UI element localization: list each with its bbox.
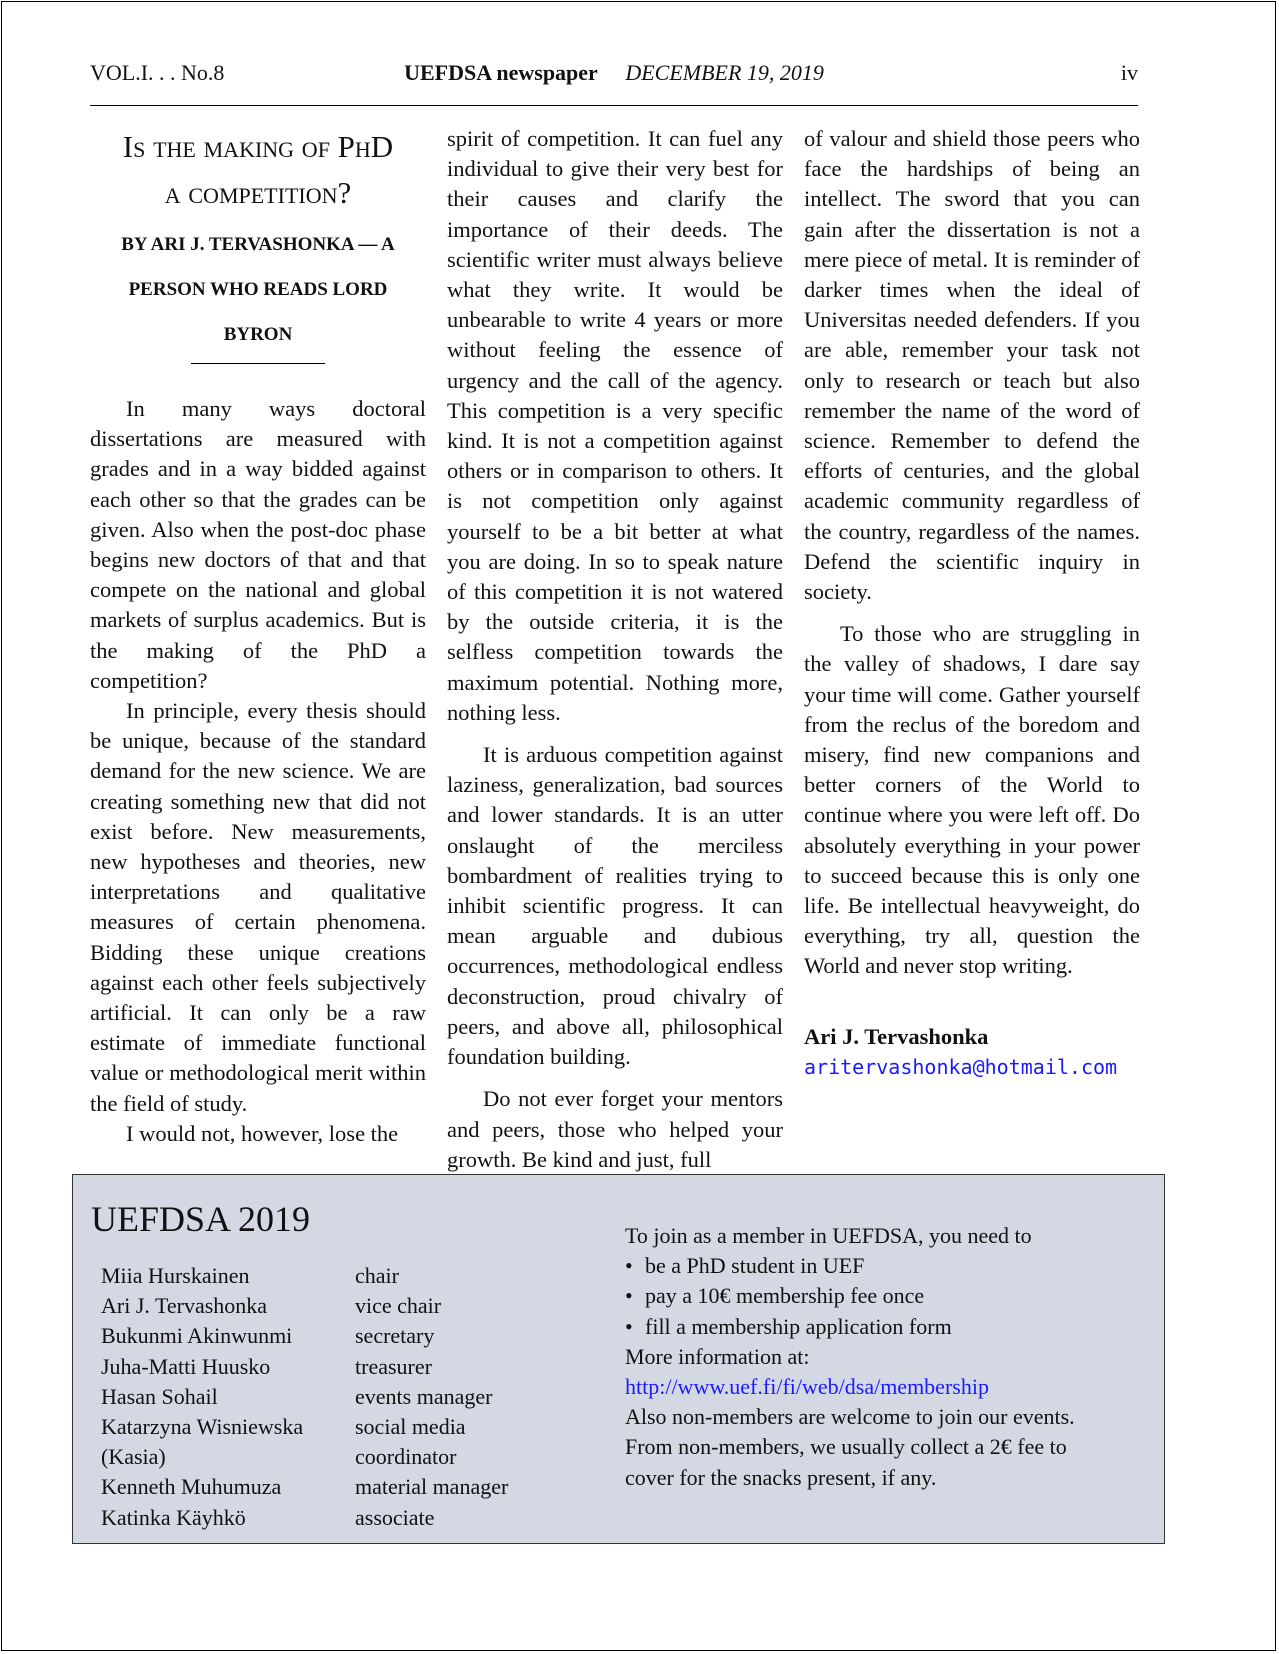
author-email-link[interactable]: aritervashonka@hotmail.com	[804, 1054, 1118, 1079]
requirement-item	[625, 1312, 1145, 1342]
paragraph: It is arduous competition against laziness, generalization, bad sources and lower standards. It is an utter onslaught of the merciless bombardment of realities trying to inhibit scientific progress. It can mean arguable and dubious occurrences, methodological endless deconstruction, proud chivalry of peers, and above all, philosophical foundation building.	[447, 742, 783, 1070]
association-infobox	[72, 1174, 1165, 1544]
roster-row	[101, 1321, 508, 1351]
roster-row	[101, 1291, 508, 1321]
member-role: social media	[355, 1414, 466, 1440]
article-column-1	[90, 124, 426, 1149]
join-intro: To join as a member in UEFDSA, you need to	[625, 1223, 1032, 1248]
member-role: secretary	[355, 1323, 435, 1349]
infobox-title: UEFDSA 2019	[91, 1199, 311, 1239]
nonmembers-text-2: From non-members, we usually collect a 2€ fee to	[625, 1434, 1067, 1460]
requirement-text: pay a 10€ membership fee once	[645, 1283, 925, 1309]
requirement-text: be a PhD student in UEF	[645, 1253, 865, 1279]
member-role: associate	[355, 1504, 435, 1530]
paper-name: UEFDSA newspaper	[404, 60, 598, 85]
paragraph: of valour and shield those peers who face the hardships of being an intellect. The sword that you can gain after the dissertation is not a mere piece of metal. It is reminder of darker times when the ideal of Universitas needed defenders. If you are able, remember your task not only to research or teach but also remember the name of the word of science. Remember to defend the efforts of centuries, and the global academic community regardless of the country, regardless of the names. Defend the scientific inquiry in society.	[804, 126, 1140, 605]
volume-number: VOL.I. . . No.8	[90, 60, 225, 85]
member-role: coordinator	[355, 1444, 457, 1470]
requirement-item	[625, 1251, 1145, 1281]
paragraph: In principle, every thesis should be unique, because of the standard demand for the new science. We are creating something new that did not exist before. New measurements, new hypotheses and theories, new interpretations and qualitative measures of certain phenomena. Bidding these unique creations against each other feels subjectively artificial. It can only be a raw estimate of immediate functional value or methodological merit within the field of study.	[90, 698, 426, 1116]
author-signature: Ari J. Tervashonka	[804, 1023, 989, 1049]
nonmembers-text-1: Also non-members are welcome to join our events.	[625, 1404, 1075, 1430]
member-name: Hasan Sohail	[101, 1383, 218, 1409]
page-number: iv	[1120, 60, 1138, 85]
member-role: treasurer	[355, 1353, 432, 1379]
paragraph: Do not ever forget your mentors and peers, those who helped your growth. Be kind and just, full	[447, 1086, 783, 1172]
paragraph: spirit of competition. It can fuel any individual to give their very best for their causes and clarify the importance of their deeds. The scientific writer must always believe what they write. It would be unbearable to write 4 years or more without feeling the essence of urgency and the call of the agency. This competition is a very specific kind. It is not a competition against others or in comparison to others. It is not competition only against yourself to be a bit better at what you are doing. In so to speak nature of this competition it is not watered by the outside criteria, it is the selfless competition towards the maximum potential. Nothing more, nothing less.	[447, 126, 783, 725]
paragraph: In many ways doctoral dissertations are measured with grades and in a way bidded against each other so that the grades can be given. Also when the post-doc phase begins new doctors of that and that compete on the national and global markets of surplus academics. But is the making of the PhD a competition?	[90, 396, 426, 693]
byline-line-3: BYRON	[223, 324, 293, 345]
roster-row	[101, 1503, 508, 1533]
member-role: events manager	[355, 1383, 493, 1409]
roster-row	[101, 1472, 508, 1502]
bullet-icon: •	[625, 1253, 633, 1279]
requirement-text: fill a membership application form	[645, 1313, 952, 1339]
roster-row	[101, 1412, 508, 1442]
byline-line-2: PERSON WHO READS LORD	[128, 279, 388, 300]
member-name: Katarzyna Wisniewska	[101, 1414, 304, 1440]
roster-row	[101, 1352, 508, 1382]
more-info-label: More information at:	[625, 1343, 810, 1369]
membership-info	[625, 1221, 1145, 1493]
member-name: Juha-Matti Huusko	[101, 1353, 271, 1379]
roster-row	[101, 1442, 508, 1472]
roster-row	[101, 1382, 508, 1412]
article-column-2	[447, 124, 783, 1175]
paragraph: I would not, however, lose the	[126, 1120, 399, 1146]
article-title-line-2: a competition?	[164, 175, 352, 210]
member-name: Katinka Käyhkö	[101, 1504, 246, 1530]
member-name: (Kasia)	[101, 1444, 166, 1470]
header-rule	[90, 105, 1138, 106]
paragraph: To those who are struggling in the valley of shadows, I dare say your time will come. Gather yourself from the reclus of the boredom and misery, find new companions and better corners of the World to continue where you were left off. Do absolutely everything in your power to succeed because this is only one life. Be intellectual heavyweight, do everything, try all, question the World and never stop writing.	[804, 621, 1140, 979]
article-title	[90, 124, 426, 216]
member-role: material manager	[355, 1474, 509, 1500]
nonmembers-text-3: cover for the snacks present, if any.	[625, 1464, 937, 1490]
byline-line-1: BY ARI J. TERVASHONKA — A	[121, 234, 395, 255]
membership-link[interactable]: http://www.uef.fi/fi/web/dsa/membership	[625, 1374, 989, 1400]
issue-date: DECEMBER 19, 2019	[625, 60, 824, 85]
byline	[90, 222, 426, 357]
member-role: chair	[355, 1263, 399, 1288]
bullet-icon: •	[625, 1283, 633, 1309]
running-head	[90, 58, 1138, 88]
article-column-3	[804, 124, 1140, 1082]
member-role: vice chair	[355, 1293, 442, 1319]
roster-row	[101, 1261, 508, 1291]
masthead	[90, 58, 1138, 88]
title-rule	[191, 363, 325, 364]
requirement-item	[625, 1281, 1145, 1311]
member-name: Miia Hurskainen	[101, 1263, 250, 1288]
member-name: Ari J. Tervashonka	[101, 1293, 268, 1319]
bullet-icon: •	[625, 1313, 633, 1339]
member-name: Bukunmi Akinwunmi	[101, 1323, 293, 1349]
article-title-line-1: Is the making of PhD	[122, 129, 394, 164]
board-roster	[101, 1261, 508, 1533]
member-name: Kenneth Muhumuza	[101, 1474, 282, 1500]
